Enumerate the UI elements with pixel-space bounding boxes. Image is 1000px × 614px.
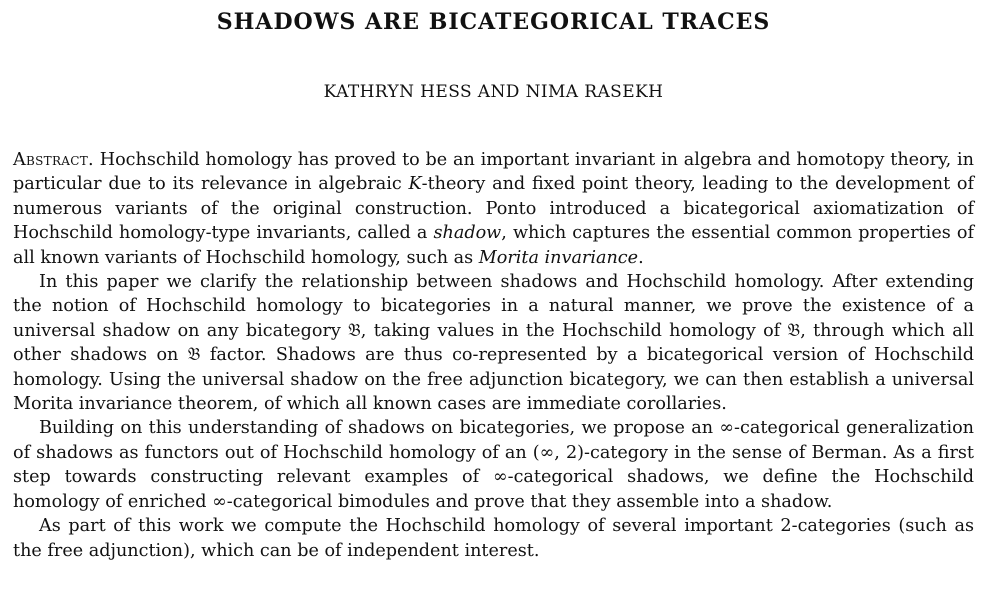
abstract-p1-part-c: , which captures the essential common properties of all known variants of Hochschild homology, such as <box>13 223 974 268</box>
shadow-term: shadow <box>433 223 502 244</box>
k-theory-symbol: K <box>408 174 422 195</box>
abstract-paragraph-4: As part of this work we compute the Hochschild homology of several important 2-categories (such as the free adjunction), which can be of independent interest. <box>13 516 974 561</box>
abstract-p1-part-d: . <box>638 247 644 268</box>
abstract-paragraph-2: In this paper we clarify the relationship between shadows and Hochschild homology. After extending the notion of Hochschild homology to bicategories in a natural manner, we prove the existence of a universal shadow on any bicategory 𝔅, taking values in the Hochschild homology of 𝔅, through which all other shadows on 𝔅 factor. Shadows are thus co-represented by a bicategorical version of Hochschild homology. Using the universal shadow on the free adjunction bicategory, we can then establish a universal Morita invariance theorem, of which all known cases are immediate corollaries. <box>13 272 974 415</box>
abstract <box>13 148 974 563</box>
abstract-label: Abstract. <box>13 150 94 170</box>
morita-invariance-term: Morita invariance <box>478 247 639 268</box>
paper-title: SHADOWS ARE BICATEGORICAL TRACES <box>216 9 771 35</box>
abstract-p1-part-a: Hochschild homology has proved to be an important invariant in algebra and homotopy theory, in particular due to its relevance in algebraic <box>13 150 975 195</box>
abstract-paragraph-3: Building on this understanding of shadows on bicategories, we propose an ∞-categorical generalization of shadows as functors out of Hochschild homology of an (∞, 2)-category in the sense of Berman. As a first step towards constructing relevant examples of ∞-categorical shadows, we define the Hochschild homology of enriched ∞-categorical bimodules and prove that they assemble into a shadow. <box>13 418 974 512</box>
abstract-p1-part-b: -theory and fixed point theory, leading to the development of numerous variants of the original construction. Ponto introduced a bicategorical axiomatization of Hochschild homology-type invariants, called a <box>13 174 975 244</box>
abstract-paragraph-1 <box>13 148 974 270</box>
paper-authors: KATHRYN HESS AND NIMA RASEKH <box>323 82 664 102</box>
